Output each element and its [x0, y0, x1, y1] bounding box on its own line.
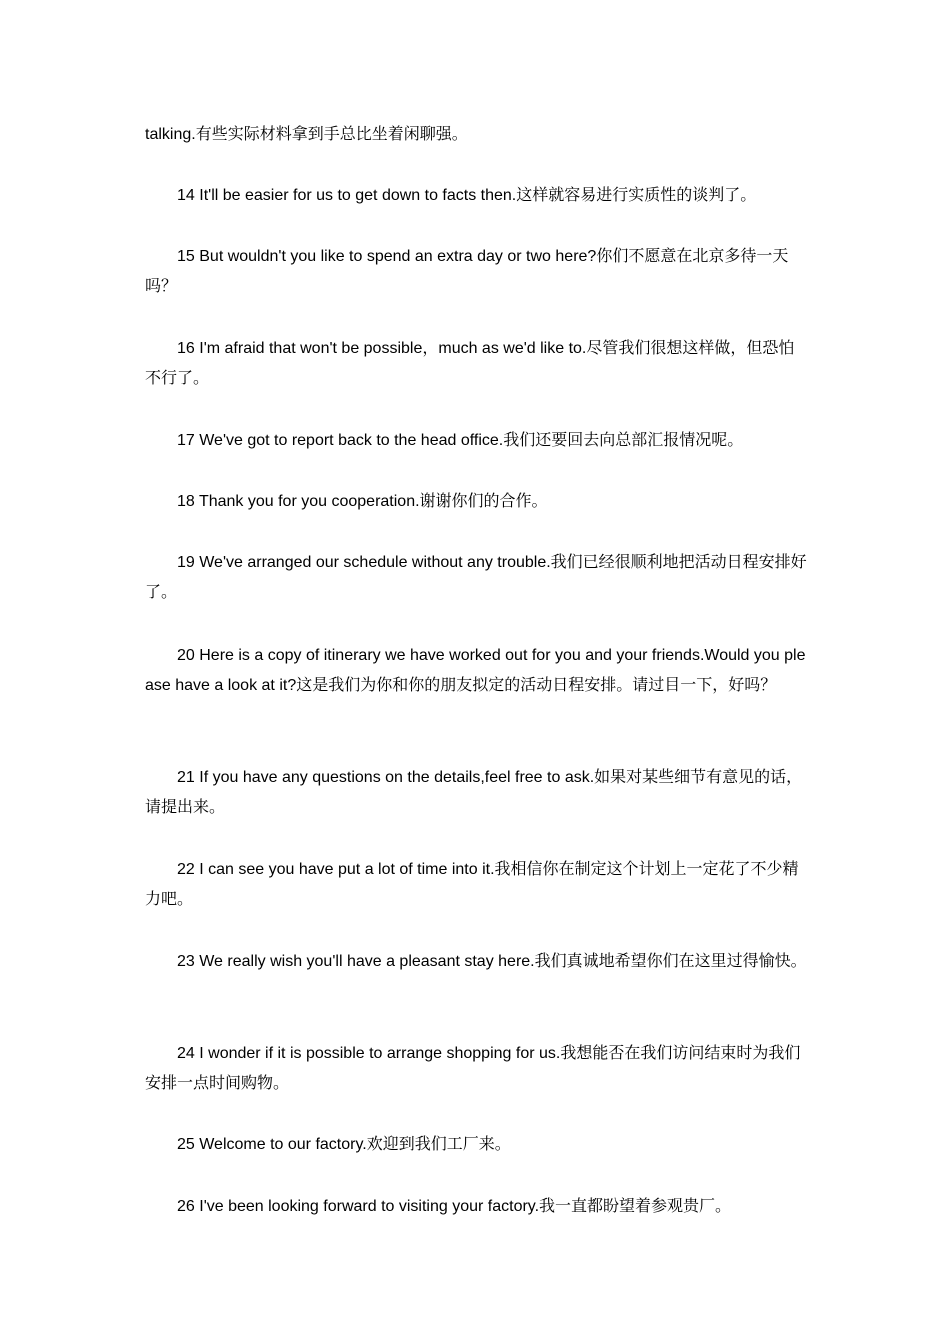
paragraph-14: 14 It'll be easier for us to get down to facts then.这样就容易进行实质性的谈判了。: [177, 187, 757, 204]
paragraph-26: 26 I've been looking forward to visiting your factory.我一直都盼望着参观贵厂。: [177, 1198, 732, 1215]
paragraph-24: 24 I wonder if it is possible to arrange shopping for us.我想能否在我们访问结束时为我们安排一点时间购物。: [145, 1045, 801, 1092]
paragraph-15: 15 But wouldn't you like to spend an extra day or two here?你们不愿意在北京多待一天吗？: [145, 248, 789, 295]
paragraph-22: 22 I can see you have put a lot of time into it.我相信你在制定这个计划上一定花了不少精力吧。: [145, 861, 799, 908]
paragraph-18: 18 Thank you for you cooperation.谢谢你们的合作。: [177, 493, 548, 510]
paragraph-19: 19 We've arranged our schedule without any trouble.我们已经很顺利地把活动日程安排好了。: [145, 554, 807, 601]
paragraph-16: 16 I'm afraid that won't be possible，much as we'd like to.尽管我们很想这样做，但恐怕不行了。: [145, 340, 795, 387]
paragraph-13-continuation: talking.有些实际材料拿到手总比坐着闲聊强。: [145, 126, 468, 143]
paragraph-23: 23 We really wish you'll have a pleasant stay here.我们真诚地希望你们在这里过得愉快。: [177, 953, 807, 970]
paragraph-21: 21 If you have any questions on the details,feel free to ask.如果对某些细节有意见的话，请提出来。: [145, 769, 803, 816]
paragraph-20: 20 Here is a copy of itinerary we have worked out for you and your friends.Would you please have a look at it?这是我们为你和你的朋友拟定的活动日程安排。请过目一下，好吗？: [145, 647, 806, 694]
paragraph-25: 25 Welcome to our factory.欢迎到我们工厂来。: [177, 1136, 511, 1153]
paragraph-17: 17 We've got to report back to the head office.我们还要回去向总部汇报情况呢。: [177, 432, 744, 449]
